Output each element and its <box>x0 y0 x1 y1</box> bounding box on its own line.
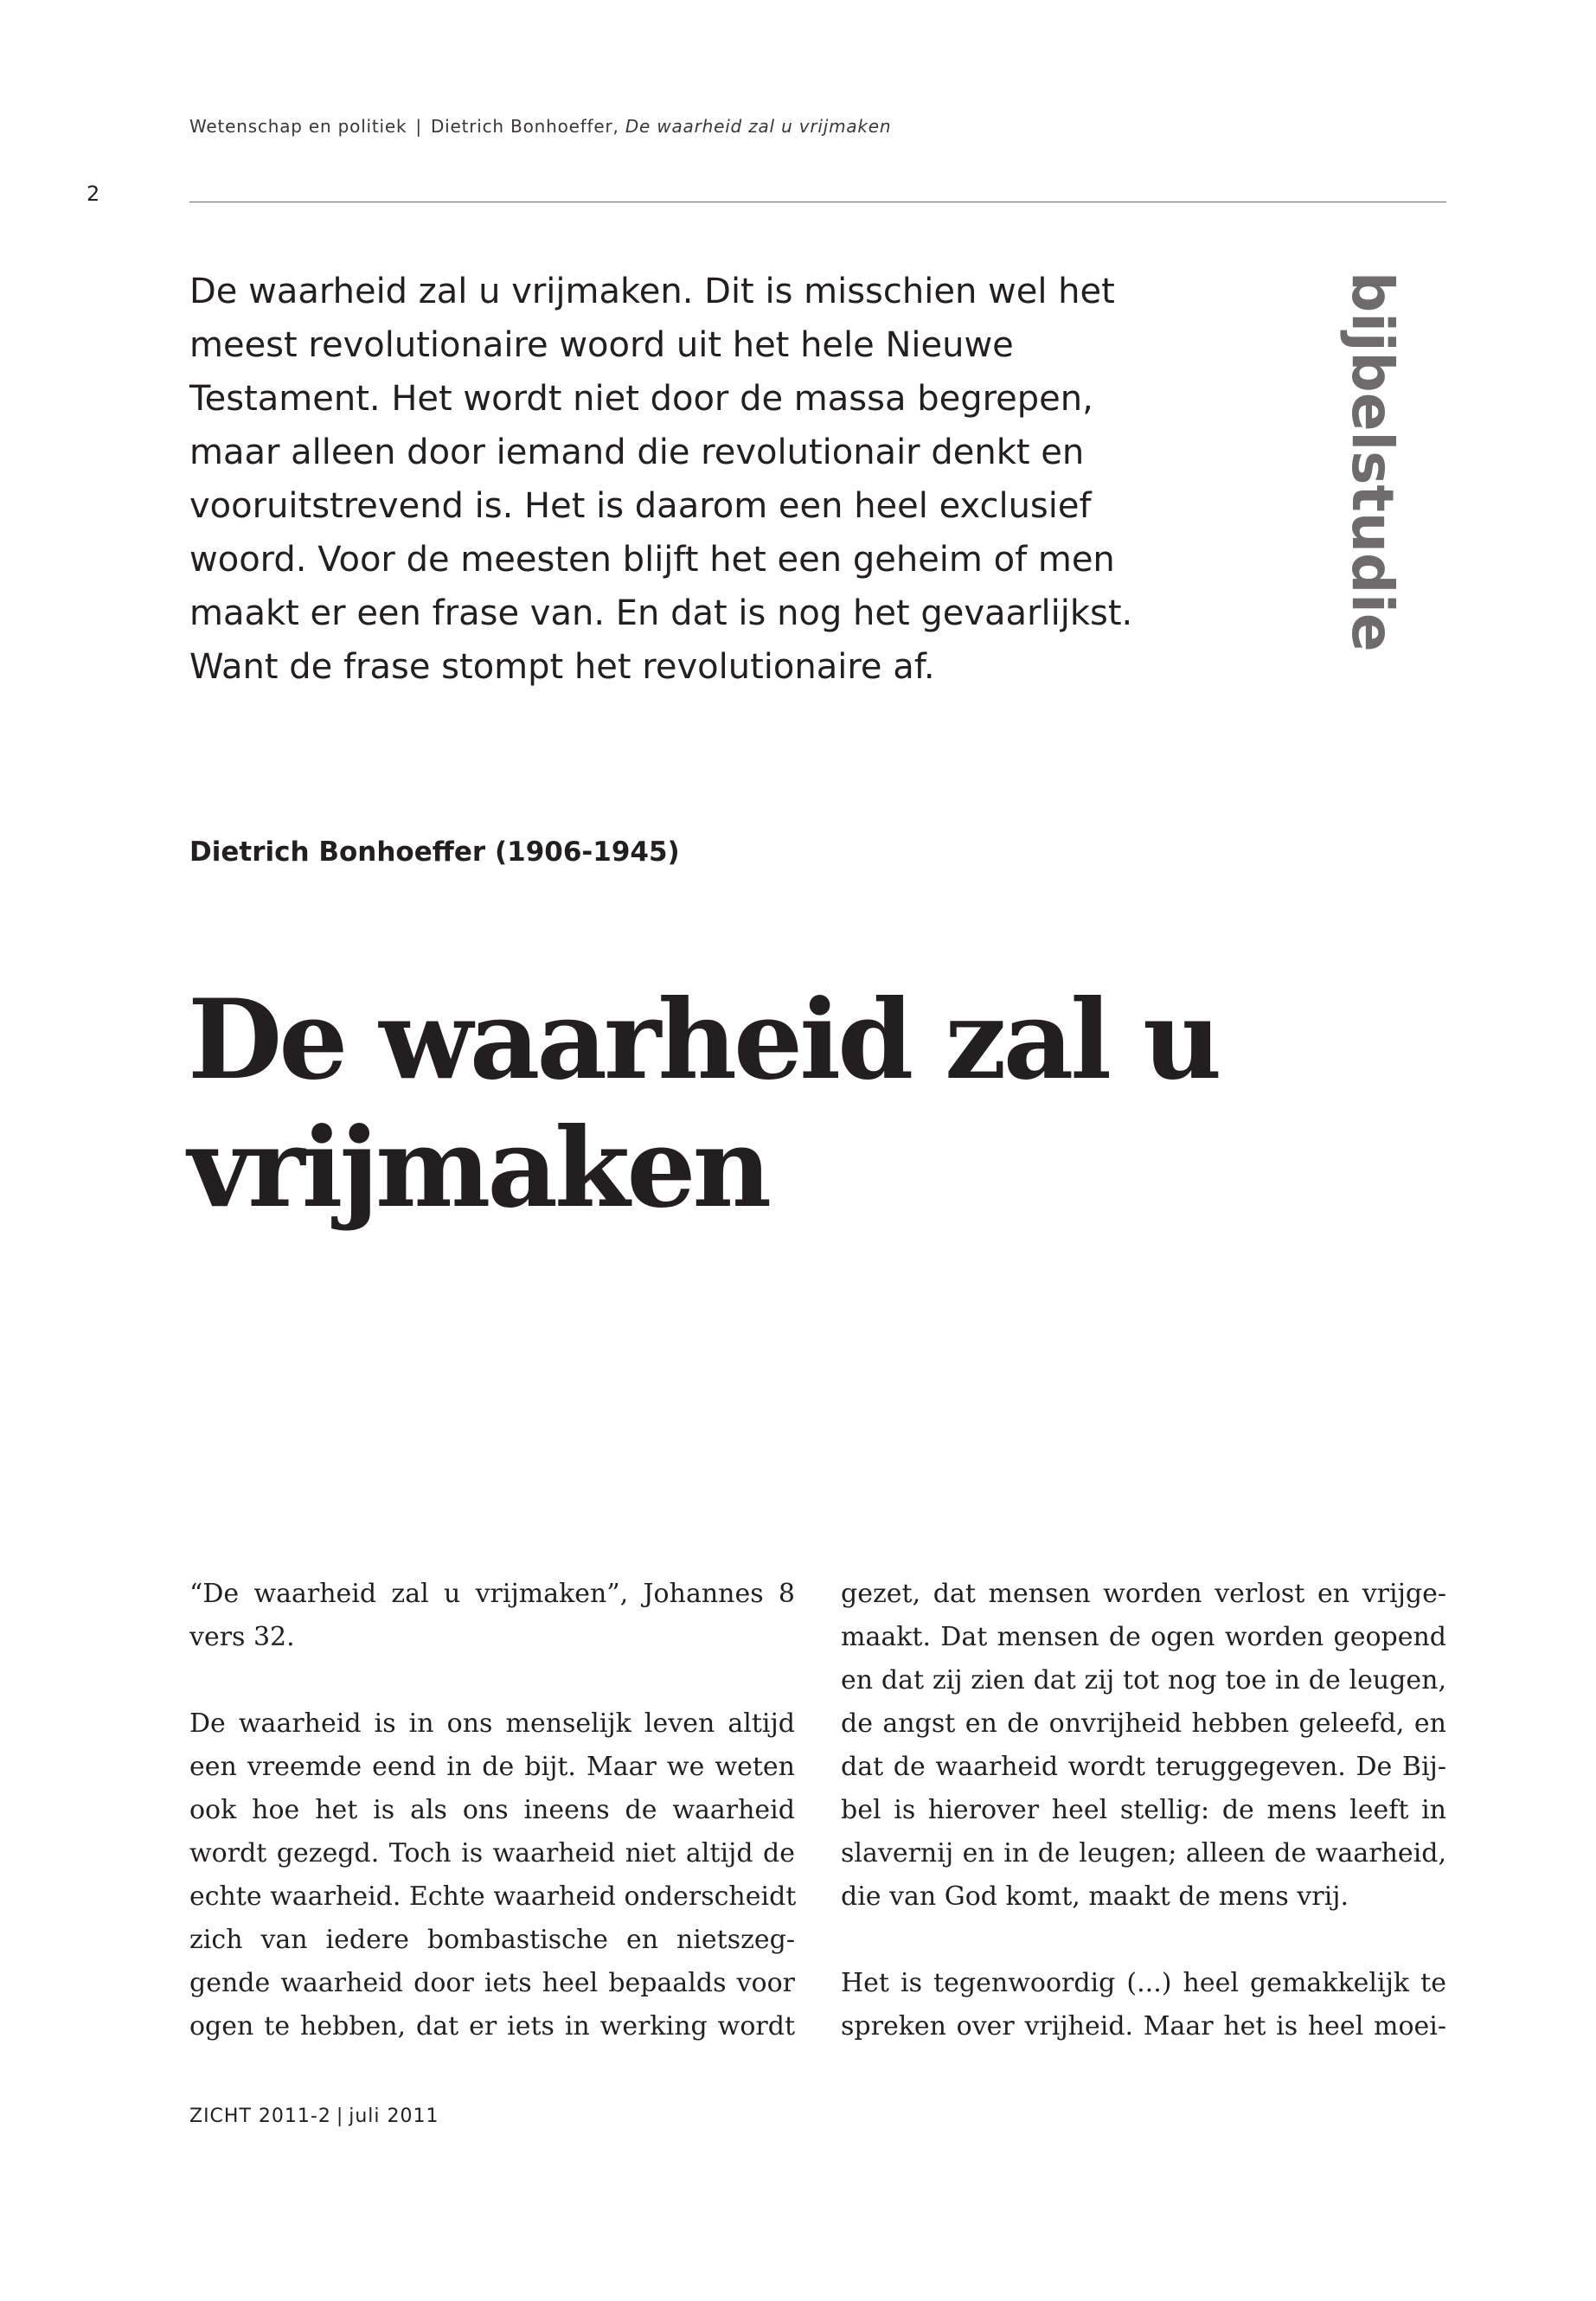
header-section: Wetenschap en politiek <box>189 116 407 137</box>
footer-magazine: ZICHT 2011-2 <box>189 2106 331 2127</box>
body-paragraph <box>189 1573 795 1659</box>
body-line: een vreemde eend in de bijt. Maar we weten <box>189 1752 795 1782</box>
intro-quote-line: maakt er een frase van. En dat is nog het gevaarlijkst. <box>189 593 1133 633</box>
body-line: ogen te hebben, dat er iets in werking wordt <box>189 2011 795 2041</box>
intro-quote-line: De waarheid zal u vrijmaken. Dit is misschien wel het <box>189 272 1115 311</box>
body-line: gezet, dat mensen worden verlost en vrijge- <box>841 1579 1446 1609</box>
header-work-title: De waarheid zal u vrijmaken <box>625 116 892 137</box>
intro-quote-line: Want de frase stompt het revolutionaire af. <box>189 647 935 687</box>
intro-quote <box>189 265 1314 694</box>
body-line: wordt gezegd. Toch is waarheid niet altijd de <box>189 1838 795 1868</box>
body-line: zich van iedere bombastische en nietszeg- <box>189 1925 795 1955</box>
article-title-line: De waarheid zal u <box>188 976 1219 1104</box>
body-line: bel is hierover heel stellig: de mens leeft in <box>841 1795 1446 1825</box>
header-separator: | <box>415 116 422 137</box>
body-line: dat de waarheid wordt teruggegeven. De Bij- <box>841 1752 1446 1782</box>
body-line: slavernij en in de leugen; alleen de waarheid, <box>841 1838 1446 1868</box>
body-line: “De waarheid zal u vrijmaken”, Johannes 8 <box>189 1579 795 1609</box>
body-paragraph <box>841 1962 1446 2048</box>
body-line: en dat zij zien dat zij tot nog toe in de leugen, <box>841 1665 1446 1695</box>
body-paragraph <box>841 1573 1446 1919</box>
running-header <box>189 116 891 137</box>
body-line: gende waarheid door iets heel bepaalds voor <box>189 1968 795 1998</box>
intro-quote-line: Testament. Het wordt niet door de massa begrepen, <box>189 379 1093 419</box>
body-line: De waarheid is in ons menselijk leven altijd <box>189 1708 795 1739</box>
body-line: maakt. Dat mensen de ogen worden geopend <box>841 1622 1446 1652</box>
body-line: die van God komt, maakt de mens vrij. <box>841 1881 1349 1912</box>
section-label: bijbelstudie <box>1339 272 1406 652</box>
intro-quote-line: vooruitstrevend is. Het is daarom een heel exclusief <box>189 486 1092 526</box>
intro-quote-line: woord. Voor de meesten blijft het een geheim of men <box>189 540 1115 580</box>
body-line: spreken over vrijheid. Maar het is heel moei- <box>841 2011 1446 2041</box>
article-title <box>188 976 1219 1232</box>
intro-quote-line: meest revolutionaire woord uit het hele Nieuwe <box>189 325 1014 365</box>
body-column-right <box>841 1573 1446 2048</box>
header-author: Dietrich Bonhoeffer, <box>430 116 619 137</box>
author-byline: Dietrich Bonhoeffer (1906-1945) <box>189 836 680 868</box>
body-line: vers 32. <box>189 1622 295 1652</box>
page-number: 2 <box>87 182 100 206</box>
page-footer <box>189 2106 439 2127</box>
intro-quote-line: maar alleen door iemand die revolutionair denkt en <box>189 433 1085 472</box>
body-column-left <box>189 1573 795 2048</box>
footer-date: juli 2011 <box>349 2106 439 2127</box>
article-title-line: vrijmaken <box>188 1104 769 1232</box>
body-line: Het is tegenwoordig (...) heel gemakkelijk te <box>841 1968 1446 1998</box>
footer-separator: | <box>336 2106 344 2127</box>
body-line: echte waarheid. Echte waarheid onderscheidt <box>189 1881 797 1912</box>
body-line: de angst en de onvrijheid hebben geleefd, en <box>841 1708 1446 1739</box>
body-line: ook hoe het is als ons ineens de waarheid <box>189 1795 795 1825</box>
body-paragraph <box>189 1702 795 2048</box>
